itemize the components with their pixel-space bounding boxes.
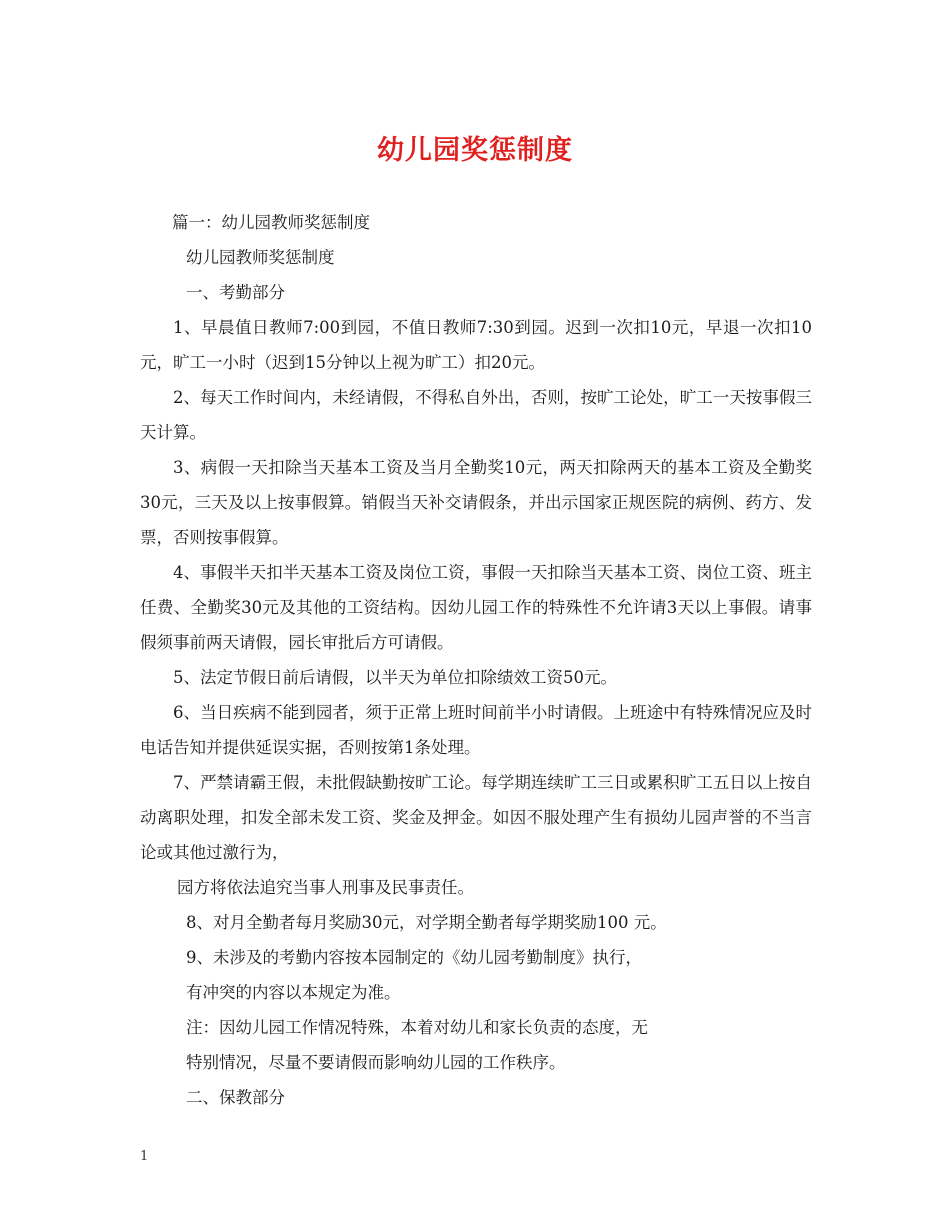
rule-item-1: 1、早晨值日教师7:00到园，不值日教师7:30到园。迟到一次扣10元，早退一次扣10元，旷工一小时（迟到15分钟以上视为旷工）扣20元。 (140, 318, 812, 372)
rule-item-3: 3、病假一天扣除当天基本工资及当月全勤奖10元，两天扣除两天的基本工资及全勤奖30元，三天及以上按事假算。销假当天补交请假条，并出示国家正规医院的病例、药方、发票，否则按事假算。 (140, 458, 812, 547)
rule-item-9: 9、未涉及的考勤内容按本园制定的《幼儿园考勤制度》执行， (186, 948, 642, 967)
rule-item-4: 4、事假半天扣半天基本工资及岗位工资，事假一天扣除当天基本工资、岗位工资、班主任费、全勤奖30元及其他的工资结构。因幼儿园工作的特殊性不允许请3天以上事假。请事假须事前两天请假，园长审批后方可请假。 (140, 563, 812, 652)
rule-item-8: 8、对月全勤者每月奖励30元，对学期全勤者每学期奖励100 元。 (186, 913, 667, 932)
part-one-heading: 一、考勤部分 (186, 283, 285, 302)
note-line-1: 注：因幼儿园工作情况特殊，本着对幼儿和家长负责的态度，无 (186, 1018, 648, 1037)
rule-item-7-continuation: 园方将依法追究当事人刑事及民事责任。 (177, 878, 474, 897)
section-heading: 篇一：幼儿园教师奖惩制度 (172, 213, 370, 232)
document-body (140, 205, 812, 1115)
page-number: 1 (140, 1149, 149, 1164)
rule-item-6: 6、当日疾病不能到园者，须于正常上班时间前半小时请假。上班途中有特殊情况应及时电话告知并提供延误实据，否则按第1条处理。 (140, 703, 812, 757)
note-line-2: 特别情况，尽量不要请假而影响幼儿园的工作秩序。 (186, 1053, 566, 1072)
rule-item-9-continuation: 有冲突的内容以本规定为准。 (186, 983, 401, 1002)
subheading: 幼儿园教师奖惩制度 (186, 248, 335, 267)
rule-item-5: 5、法定节假日前后请假，以半天为单位扣除绩效工资50元。 (173, 668, 617, 687)
rule-item-2: 2、每天工作时间内，未经请假，不得私自外出，否则，按旷工论处，旷工一天按事假三天计算。 (140, 388, 812, 442)
rule-item-7: 7、严禁请霸王假，未批假缺勤按旷工论。每学期连续旷工三日或累积旷工五日以上按自动离职处理，扣发全部未发工资、奖金及押金。如因不服处理产生有损幼儿园声誉的不当言论或其他过激行为， (140, 773, 812, 862)
part-two-heading: 二、保教部分 (186, 1088, 285, 1107)
document-title: 幼儿园奖惩制度 (377, 135, 573, 166)
